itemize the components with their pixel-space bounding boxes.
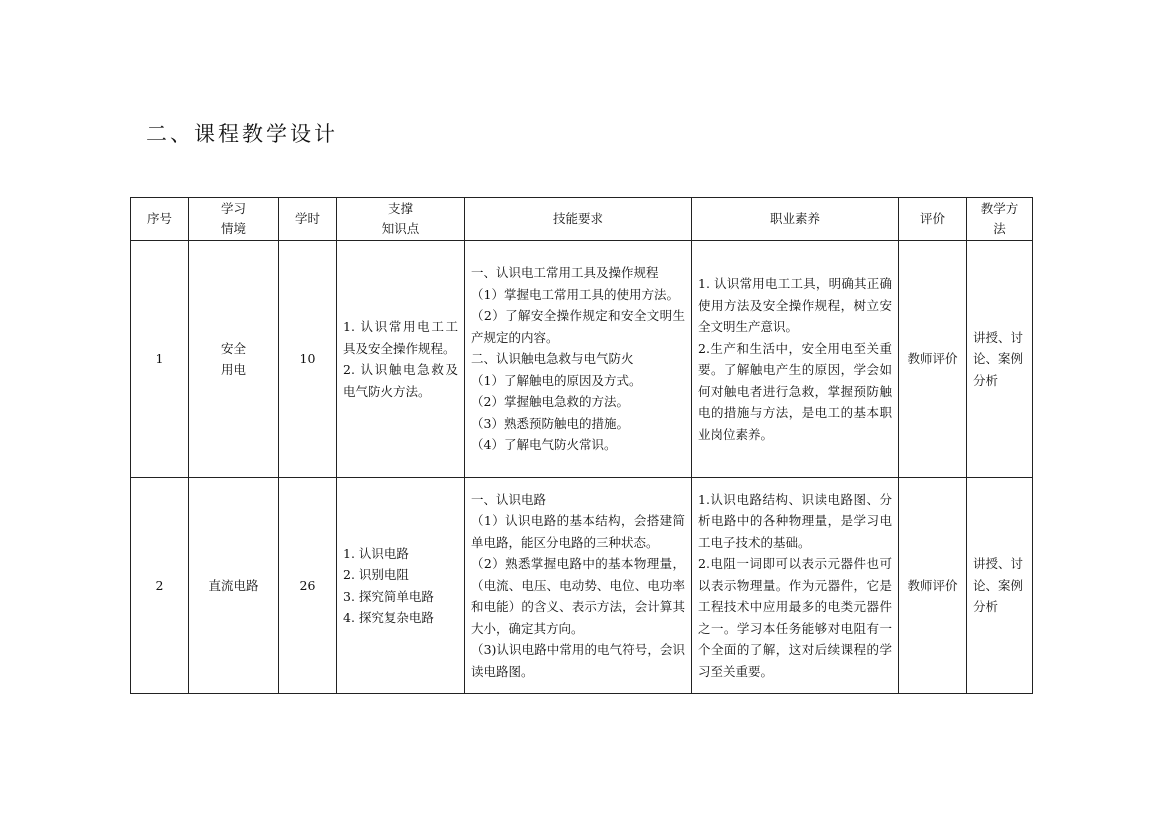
literacy-item: 2.生产和生活中，安全用电至关重要。了解触电产生的原因，学会如何对触电者进行急救，掌握预防触电的措施与方法，是电工的基本职业岗位素养。 [698,340,892,442]
cell-situation [189,241,279,478]
skill-item: （2）掌握触电急救的方法。 [471,394,629,410]
cell-method: 讲授、讨论、案例分析 [967,478,1033,694]
skill-item: 二、认识触电急救与电气防火 [471,351,634,367]
header-skills: 技能要求 [465,198,692,241]
header-situation-line1: 学习 [220,201,246,216]
cell-seq: 2 [131,478,189,694]
skill-item: （3)认识电路中常用的电气符号，会识读电路图。 [471,642,685,679]
header-knowledge [337,198,465,241]
situation-line2: 用电 [220,362,246,377]
header-literacy: 职业素养 [692,198,899,241]
header-evaluation: 评价 [899,198,967,241]
header-method-line2: 法 [993,221,1006,236]
cell-literacy [692,478,899,694]
table-row [131,478,1033,694]
header-seq: 序号 [131,198,189,241]
skill-item: （3）熟悉预防触电的措施。 [471,415,629,431]
knowledge-item: 3. 探究简单电路 [343,588,434,604]
header-method-line1: 教学方 [980,201,1019,216]
header-hours: 学时 [279,198,337,241]
literacy-item: 1. 认识常用电工工具，明确其正确使用方法及安全操作规程，树立安全文明生产意识。 [698,276,892,334]
literacy-item: 1.认识电路结构、识读电路图、分析电路中的各种物理量，是学习电工电子技术的基础。 [698,491,892,550]
cell-knowledge [337,241,465,478]
cell-hours: 10 [279,241,337,478]
skill-item: 一、认识电工常用工具及操作规程 [471,265,659,281]
skill-item: 一、认识电路 [471,491,547,507]
header-method [967,198,1033,241]
situation-line1: 安全 [220,340,246,356]
cell-evaluation: 教师评价 [899,478,967,694]
cell-skills [465,241,692,478]
literacy-item: 2.电阻一词即可以表示元器件也可以表示物理量。作为元器件，它是工程技术中应用最多的电类元器件之一。学习本任务能够对电阻有一个全面的了解，这对后续课程的学习至关重要。 [698,556,892,679]
header-situation [189,198,279,241]
table-row [131,241,1033,478]
knowledge-item: 2. 认识触电急救及电气防火方法。 [343,362,458,399]
knowledge-item: 1. 认识电路 [343,545,409,561]
knowledge-item: 4. 探究复杂电路 [343,610,434,625]
cell-knowledge [337,478,465,694]
skill-item: （4）了解电气防火常识。 [471,437,617,453]
course-design-table [130,197,1033,694]
knowledge-item: 1. 认识常用电工工具及安全操作规程。 [343,319,458,356]
cell-skills [465,478,692,694]
skill-item: （1）了解触电的原因及方式。 [471,372,642,388]
table-header-row [131,198,1033,241]
cell-seq: 1 [131,241,189,478]
cell-hours: 26 [279,478,337,694]
cell-literacy [692,241,899,478]
cell-method: 讲授、讨论、案例分析 [967,241,1033,478]
header-knowledge-line2: 知识点 [381,221,420,236]
skill-item: （1）认识电路的基本结构，会搭建简单电路，能区分电路的三种状态。 [471,513,685,550]
cell-situation: 直流电路 [189,478,279,694]
section-title: 二、课程教学设计 [146,122,338,146]
header-situation-line2: 情境 [220,221,246,236]
knowledge-item: 2. 识别电阻 [343,567,409,582]
header-knowledge-line1: 支撑 [387,201,413,216]
skill-item: （2）了解安全操作规定和安全文明生产规定的内容。 [471,308,685,345]
skill-item: （2）熟悉掌握电路中的基本物理量，（电流、电压、电动势、电位、电功率和电能）的含义、表示方法，会计算其大小，确定其方向。 [471,556,685,636]
cell-evaluation: 教师评价 [899,241,967,478]
skill-item: （1）掌握电工常用工具的使用方法。 [471,286,679,302]
